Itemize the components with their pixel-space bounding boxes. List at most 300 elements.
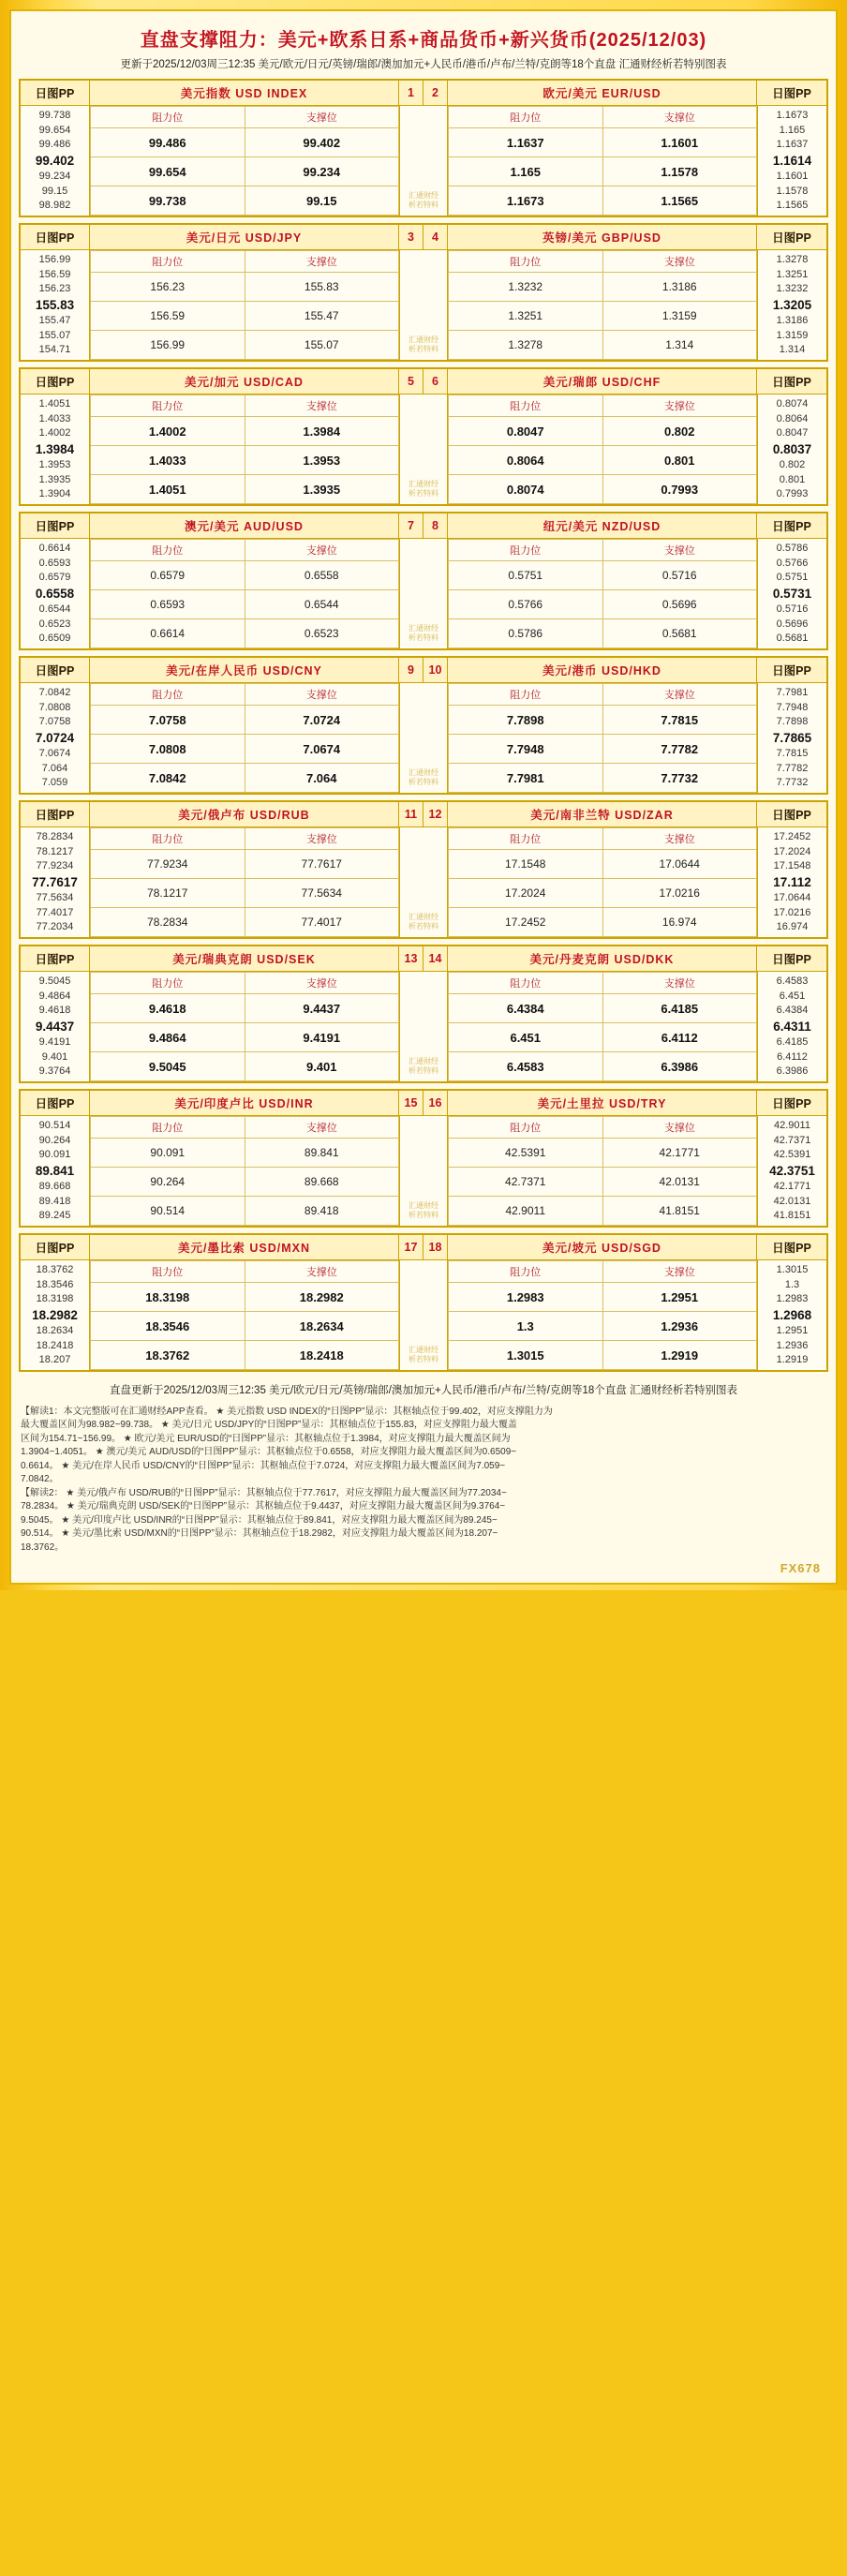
pivot-level-value: 1.1637 [776, 139, 809, 151]
pivot-column-left [21, 1260, 90, 1370]
support-value: 89.418 [245, 1197, 399, 1226]
table-row [449, 590, 757, 619]
pivot-level-value: 0.801 [779, 473, 806, 485]
pivot-level-value: 42.0131 [773, 1195, 811, 1207]
resistance-value: 156.23 [91, 273, 245, 302]
table-row [91, 735, 399, 764]
resistance-value: 90.514 [91, 1197, 245, 1226]
pivot-point-value: 0.6558 [35, 586, 75, 601]
resistance-value: 1.4002 [91, 417, 245, 446]
pivot-column-left [21, 250, 90, 360]
support-value: 1.3953 [245, 446, 399, 475]
table-row [449, 908, 757, 937]
pair-title-left: 美元/瑞典克朗 USD/SEK [90, 946, 399, 971]
pp-header-right: 日图PP [772, 953, 811, 967]
pivot-level-value: 41.8151 [773, 1210, 811, 1222]
table-row [449, 764, 757, 793]
table-row [91, 908, 399, 937]
support-header: 支撑位 [602, 1261, 757, 1283]
pivot-column-right [757, 395, 826, 504]
support-value: 1.3984 [245, 417, 399, 446]
pivot-column-left [21, 972, 90, 1081]
block-header [21, 1091, 826, 1116]
pair-table-right [448, 1260, 757, 1370]
support-value: 18.2418 [245, 1341, 399, 1370]
resistance-value: 0.6614 [91, 619, 245, 648]
note-line: 区间为154.71~156.99。 ★ 欧元/美元 EUR/USD的“日图PP”显示：其枢轴点位于1.3984，对应支撑阻力最大覆盖区间为 [21, 1433, 511, 1444]
pivot-point-value: 1.3984 [35, 441, 75, 456]
pivot-column-right [757, 1260, 826, 1370]
resistance-value: 7.0842 [91, 764, 245, 793]
pivot-level-value: 9.401 [41, 1050, 68, 1063]
pivot-level-value: 18.3762 [36, 1264, 74, 1276]
resistance-value: 18.3762 [91, 1341, 245, 1370]
pivot-level-value: 1.314 [779, 344, 806, 356]
table-row [449, 619, 757, 648]
pivot-level-value: 1.2919 [776, 1354, 809, 1366]
pivot-level-value: 156.59 [38, 268, 71, 280]
pp-header-left: 日图PP [21, 802, 90, 826]
table-row [449, 1283, 757, 1312]
block-number-right: 6 [424, 369, 448, 394]
resistance-value: 156.59 [91, 302, 245, 331]
support-value: 1.3935 [245, 475, 399, 504]
pair-table-right [448, 827, 757, 937]
pivot-column-left [21, 827, 90, 937]
pivot-level-value: 7.0842 [38, 687, 71, 699]
block-number-right: 2 [424, 81, 448, 105]
block-header [21, 1235, 826, 1260]
pivot-level-value: 0.802 [779, 459, 806, 471]
pivot-level-value: 1.2936 [776, 1339, 809, 1351]
support-value: 6.3986 [602, 1052, 757, 1081]
support-value: 42.0131 [602, 1168, 757, 1197]
pivot-point-value: 6.4311 [773, 1019, 811, 1034]
resistance-value: 9.5045 [91, 1052, 245, 1081]
pivot-level-value: 7.7898 [776, 716, 809, 728]
pivot-level-value: 1.2951 [776, 1325, 809, 1337]
pair-title-right: 美元/南非兰特 USD/ZAR [448, 802, 757, 826]
brand-bar [19, 1558, 828, 1575]
note-line: 9.5045。 ★ 美元/印度卢比 USD/INR的“日图PP”显示：其枢轴点位于89.841，对应支撑阻力最大覆盖区间为89.245~ [21, 1514, 498, 1526]
table-row [91, 1052, 399, 1081]
table-row [449, 1312, 757, 1341]
pivot-column-left [21, 1116, 90, 1226]
pivot-level-value: 7.0758 [38, 716, 71, 728]
pair-table-right [448, 395, 757, 504]
support-value: 0.5696 [602, 590, 757, 619]
resistance-value: 9.4618 [91, 994, 245, 1023]
support-value: 99.402 [245, 128, 399, 157]
pair-table-left [90, 1260, 399, 1370]
block-number-right: 16 [424, 1091, 448, 1115]
pp-header-right: 日图PP [772, 520, 811, 534]
table-row [91, 1341, 399, 1370]
support-value: 77.7617 [245, 850, 399, 879]
pp-header-right: 日图PP [772, 1097, 811, 1111]
pivot-level-value: 17.2452 [773, 831, 811, 843]
pivot-level-value: 7.064 [41, 762, 68, 774]
pivot-level-value: 1.3953 [38, 459, 71, 471]
watermark-text: 汇通财经 析若特料 [409, 624, 438, 643]
pivot-level-value: 99.234 [38, 171, 71, 183]
watermark-text: 汇通财经 析若特料 [409, 1057, 438, 1076]
pivot-level-value: 0.5751 [776, 572, 809, 584]
resistance-value: 78.2834 [91, 908, 245, 937]
table-row [449, 1052, 757, 1081]
resistance-value: 1.1673 [449, 186, 603, 216]
resistance-header: 阻力位 [449, 251, 603, 273]
support-value: 7.7732 [602, 764, 757, 793]
pivot-level-value: 0.6523 [38, 618, 71, 630]
resistance-value: 156.99 [91, 331, 245, 360]
resistance-value: 18.3546 [91, 1312, 245, 1341]
block-body [21, 1116, 826, 1226]
resistance-value: 0.8074 [449, 475, 603, 504]
footer-note: 直盘更新于2025/12/03周三12:35 美元/欧元/日元/英镑/瑞郎/澳加加元+人民币/港币/卢布/兰特/克朗等18个直盘 汇通财经析若特别图表 [110, 1385, 737, 1397]
pivot-level-value: 0.5696 [776, 618, 809, 630]
support-header: 支撑位 [245, 684, 399, 706]
support-value: 7.0674 [245, 735, 399, 764]
note-line: 【解读1：本文完整版可在汇通财经APP查看。 ★ 美元指数 USD INDEX的“日图PP”显示：其枢轴点位于99.402，对应支撑阻力为 [21, 1406, 553, 1417]
resistance-header: 阻力位 [91, 540, 245, 561]
resistance-value: 90.091 [91, 1139, 245, 1168]
pivot-column-left [21, 683, 90, 793]
watermark-column [399, 539, 448, 648]
pivot-column-right [757, 539, 826, 648]
currency-pair-block [19, 367, 828, 506]
resistance-header: 阻力位 [91, 684, 245, 706]
support-value: 0.802 [602, 417, 757, 446]
resistance-value: 77.9234 [91, 850, 245, 879]
pivot-level-value: 17.0644 [773, 892, 811, 904]
resistance-value: 0.5786 [449, 619, 603, 648]
support-value: 9.401 [245, 1052, 399, 1081]
resistance-value: 1.3278 [449, 331, 603, 360]
support-value: 6.4112 [602, 1023, 757, 1052]
table-row [91, 1283, 399, 1312]
support-value: 155.07 [245, 331, 399, 360]
block-number-left: 3 [399, 225, 424, 249]
pivot-level-value: 18.3546 [36, 1278, 74, 1290]
block-header [21, 369, 826, 395]
watermark-text: 汇通财经 析若特料 [409, 913, 438, 931]
pivot-level-value: 7.7815 [776, 748, 809, 760]
support-header: 支撑位 [602, 1117, 757, 1139]
resistance-value: 1.4051 [91, 475, 245, 504]
resistance-value: 42.7371 [449, 1168, 603, 1197]
resistance-header: 阻力位 [91, 395, 245, 417]
table-row [449, 994, 757, 1023]
pivot-level-value: 0.8047 [776, 427, 809, 439]
block-header [21, 514, 826, 539]
block-number-left: 15 [399, 1091, 424, 1115]
currency-pair-block [19, 79, 828, 217]
support-value: 18.2634 [245, 1312, 399, 1341]
pivot-level-value: 7.0674 [38, 748, 71, 760]
support-value: 1.1565 [602, 186, 757, 216]
table-row [449, 331, 757, 360]
pivot-level-value: 1.3186 [776, 315, 809, 327]
block-body [21, 106, 826, 216]
block-number-right: 12 [424, 802, 448, 826]
pivot-level-value: 1.3251 [776, 268, 809, 280]
support-value: 1.3159 [602, 302, 757, 331]
content-panel [9, 9, 838, 1585]
pivot-level-value: 0.8064 [776, 412, 809, 424]
table-row [91, 850, 399, 879]
currency-pair-block [19, 656, 828, 795]
resistance-value: 17.2024 [449, 879, 603, 908]
pivot-level-value: 1.3015 [776, 1264, 809, 1276]
resistance-value: 1.3251 [449, 302, 603, 331]
support-value: 6.4185 [602, 994, 757, 1023]
support-value: 16.974 [602, 908, 757, 937]
pivot-level-value: 1.4033 [38, 412, 71, 424]
resistance-value: 90.264 [91, 1168, 245, 1197]
pair-title-left: 澳元/美元 AUD/USD [90, 514, 399, 538]
support-value: 1.2919 [602, 1341, 757, 1370]
pair-table-right [448, 539, 757, 648]
support-value: 155.83 [245, 273, 399, 302]
pivot-level-value: 78.2834 [36, 831, 74, 843]
support-value: 89.668 [245, 1168, 399, 1197]
table-row [91, 590, 399, 619]
pivot-level-value: 7.0808 [38, 701, 71, 713]
block-body [21, 395, 826, 504]
support-header: 支撑位 [245, 107, 399, 128]
table-row [91, 475, 399, 504]
pivot-point-value: 77.7617 [32, 874, 78, 889]
block-body [21, 250, 826, 360]
support-value: 17.0216 [602, 879, 757, 908]
table-row [449, 879, 757, 908]
support-value: 0.5681 [602, 619, 757, 648]
pivot-point-value: 18.2982 [32, 1307, 78, 1322]
support-header: 支撑位 [245, 828, 399, 850]
pp-header-left: 日图PP [21, 225, 90, 249]
support-header: 支撑位 [245, 251, 399, 273]
table-row [449, 417, 757, 446]
resistance-value: 99.654 [91, 157, 245, 186]
pair-table-right [448, 683, 757, 793]
support-value: 17.0644 [602, 850, 757, 879]
table-row [449, 735, 757, 764]
block-number-left: 13 [399, 946, 424, 971]
resistance-header: 阻力位 [449, 107, 603, 128]
resistance-header: 阻力位 [91, 107, 245, 128]
pivot-level-value: 1.3159 [776, 329, 809, 341]
pivot-level-value: 9.4864 [38, 990, 71, 1002]
block-number-right: 14 [424, 946, 448, 971]
support-header: 支撑位 [245, 973, 399, 994]
pivot-level-value: 6.4384 [776, 1005, 809, 1017]
pivot-level-value: 0.5766 [776, 557, 809, 569]
pivot-level-value: 155.07 [38, 329, 71, 341]
pivot-level-value: 1.3232 [776, 283, 809, 295]
pivot-level-value: 42.9011 [774, 1120, 810, 1132]
pp-header-right: 日图PP [772, 809, 811, 823]
pivot-point-value: 1.1614 [772, 153, 812, 168]
pivot-level-value: 9.4618 [38, 1005, 71, 1017]
pivot-level-value: 1.4002 [38, 427, 71, 439]
pivot-level-value: 1.3904 [38, 488, 71, 500]
resistance-header: 阻力位 [449, 1117, 603, 1139]
pivot-column-left [21, 539, 90, 648]
pivot-column-right [757, 827, 826, 937]
table-row [91, 879, 399, 908]
table-row [91, 302, 399, 331]
pivot-level-value: 7.7782 [776, 762, 809, 774]
resistance-value: 99.486 [91, 128, 245, 157]
pivot-level-value: 90.514 [38, 1120, 71, 1132]
support-value: 1.1601 [602, 128, 757, 157]
pivot-point-value: 7.0724 [35, 730, 75, 745]
pair-title-right: 纽元/美元 NZD/USD [448, 514, 757, 538]
pivot-level-value: 1.3935 [38, 473, 71, 485]
pair-title-left: 美元/印度卢比 USD/INR [90, 1091, 399, 1115]
pivot-level-value: 99.15 [41, 185, 68, 197]
support-value: 7.7815 [602, 706, 757, 735]
resistance-value: 0.6593 [91, 590, 245, 619]
pivot-column-right [757, 1116, 826, 1226]
pivot-level-value: 18.2418 [36, 1339, 74, 1351]
support-value: 1.1578 [602, 157, 757, 186]
block-header [21, 802, 826, 827]
block-body [21, 683, 826, 793]
note-line: 18.3762。 [21, 1541, 65, 1553]
support-value: 1.2936 [602, 1312, 757, 1341]
pair-table-left [90, 250, 399, 360]
pair-title-right: 美元/坡元 USD/SGD [448, 1235, 757, 1259]
watermark-column [399, 827, 448, 937]
table-row [91, 273, 399, 302]
table-row [91, 1197, 399, 1226]
resistance-value: 7.7981 [449, 764, 603, 793]
resistance-value: 0.8047 [449, 417, 603, 446]
currency-pair-block [19, 1089, 828, 1228]
pair-table-left [90, 683, 399, 793]
pp-header-right: 日图PP [772, 376, 811, 390]
note-line: 7.0842。 [21, 1474, 59, 1484]
resistance-value: 1.4033 [91, 446, 245, 475]
pivot-level-value: 1.4051 [38, 398, 71, 410]
support-value: 0.6558 [245, 561, 399, 590]
support-value: 7.064 [245, 764, 399, 793]
table-row [91, 1312, 399, 1341]
pivot-level-value: 78.1217 [36, 845, 74, 857]
pivot-level-value: 1.1565 [776, 200, 809, 212]
resistance-header: 阻力位 [91, 828, 245, 850]
pivot-level-value: 17.0216 [773, 906, 811, 918]
resistance-header: 阻力位 [91, 1261, 245, 1283]
resistance-value: 1.3015 [449, 1341, 603, 1370]
pivot-level-value: 16.974 [776, 921, 809, 933]
pivot-level-value: 6.4583 [776, 975, 809, 988]
resistance-value: 0.5751 [449, 561, 603, 590]
pivot-level-value: 7.7948 [776, 701, 809, 713]
pivot-level-value: 6.4185 [776, 1036, 809, 1049]
pp-header-left: 日图PP [21, 1235, 90, 1259]
pivot-level-value: 42.5391 [773, 1149, 811, 1161]
table-row [91, 157, 399, 186]
pivot-level-value: 154.71 [38, 344, 71, 356]
support-value: 0.801 [602, 446, 757, 475]
resistance-value: 6.4583 [449, 1052, 603, 1081]
resistance-header: 阻力位 [91, 251, 245, 273]
currency-pair-block [19, 1233, 828, 1372]
support-value: 41.8151 [602, 1197, 757, 1226]
pivot-level-value: 89.668 [38, 1181, 71, 1193]
table-row [91, 417, 399, 446]
pair-table-left [90, 539, 399, 648]
watermark-text: 汇通财经 析若特料 [409, 1346, 438, 1364]
pivot-level-value: 99.486 [38, 139, 71, 151]
support-value: 99.15 [245, 186, 399, 216]
resistance-header: 阻力位 [449, 540, 603, 561]
pivot-level-value: 18.2634 [36, 1325, 74, 1337]
pivot-level-value: 1.3 [784, 1278, 800, 1290]
support-value: 99.234 [245, 157, 399, 186]
pivot-point-value: 17.112 [773, 874, 811, 889]
resistance-value: 42.5391 [449, 1139, 603, 1168]
pivot-point-value: 42.3751 [769, 1163, 815, 1178]
pair-table-right [448, 250, 757, 360]
support-value: 7.0724 [245, 706, 399, 735]
pair-table-left [90, 106, 399, 216]
note-line: 【解读2： ★ 美元/俄卢布 USD/RUB的“日图PP”显示：其枢轴点位于77.7617，对应支撑阻力最大覆盖区间为77.2034~ [21, 1487, 507, 1498]
pivot-level-value: 17.1548 [773, 860, 811, 872]
pivot-level-value: 1.2983 [776, 1293, 809, 1305]
pair-title-right: 美元/丹麦克朗 USD/DKK [448, 946, 757, 971]
support-value: 155.47 [245, 302, 399, 331]
currency-pair-block [19, 800, 828, 939]
watermark-column [399, 106, 448, 216]
resistance-value: 7.7898 [449, 706, 603, 735]
currency-pair-block [19, 945, 828, 1083]
note-line: 90.514。 ★ 美元/墨比索 USD/MXN的“日图PP”显示：其枢轴点位于18.2982，对应支撑阻力最大覆盖区间为18.207~ [21, 1528, 498, 1539]
block-header [21, 946, 826, 972]
support-header: 支撑位 [602, 540, 757, 561]
resistance-value: 99.738 [91, 186, 245, 216]
pivot-level-value: 99.654 [38, 124, 71, 136]
pivot-level-value: 1.165 [779, 124, 806, 136]
pivot-level-value: 77.9234 [36, 860, 74, 872]
pp-header-left: 日图PP [21, 1091, 90, 1115]
block-header [21, 225, 826, 250]
pivot-level-value: 89.418 [38, 1195, 71, 1207]
block-number-right: 4 [424, 225, 448, 249]
pivot-level-value: 0.8074 [776, 398, 809, 410]
pivot-level-value: 17.2024 [773, 845, 811, 857]
watermark-column [399, 250, 448, 360]
pivot-level-value: 1.1673 [776, 110, 809, 122]
table-row [91, 186, 399, 216]
pair-title-right: 美元/瑞郎 USD/CHF [448, 369, 757, 394]
support-value: 0.6544 [245, 590, 399, 619]
block-number-left: 11 [399, 802, 424, 826]
pivot-level-value: 155.47 [38, 315, 71, 327]
pivot-level-value: 0.6509 [38, 633, 71, 645]
pivot-point-value: 1.2968 [772, 1307, 812, 1322]
resistance-value: 1.165 [449, 157, 603, 186]
pp-header-left: 日图PP [21, 81, 90, 105]
block-body [21, 827, 826, 937]
resistance-header: 阻力位 [449, 1261, 603, 1283]
support-value: 1.314 [602, 331, 757, 360]
resistance-value: 1.2983 [449, 1283, 603, 1312]
pivot-level-value: 89.245 [38, 1210, 71, 1222]
